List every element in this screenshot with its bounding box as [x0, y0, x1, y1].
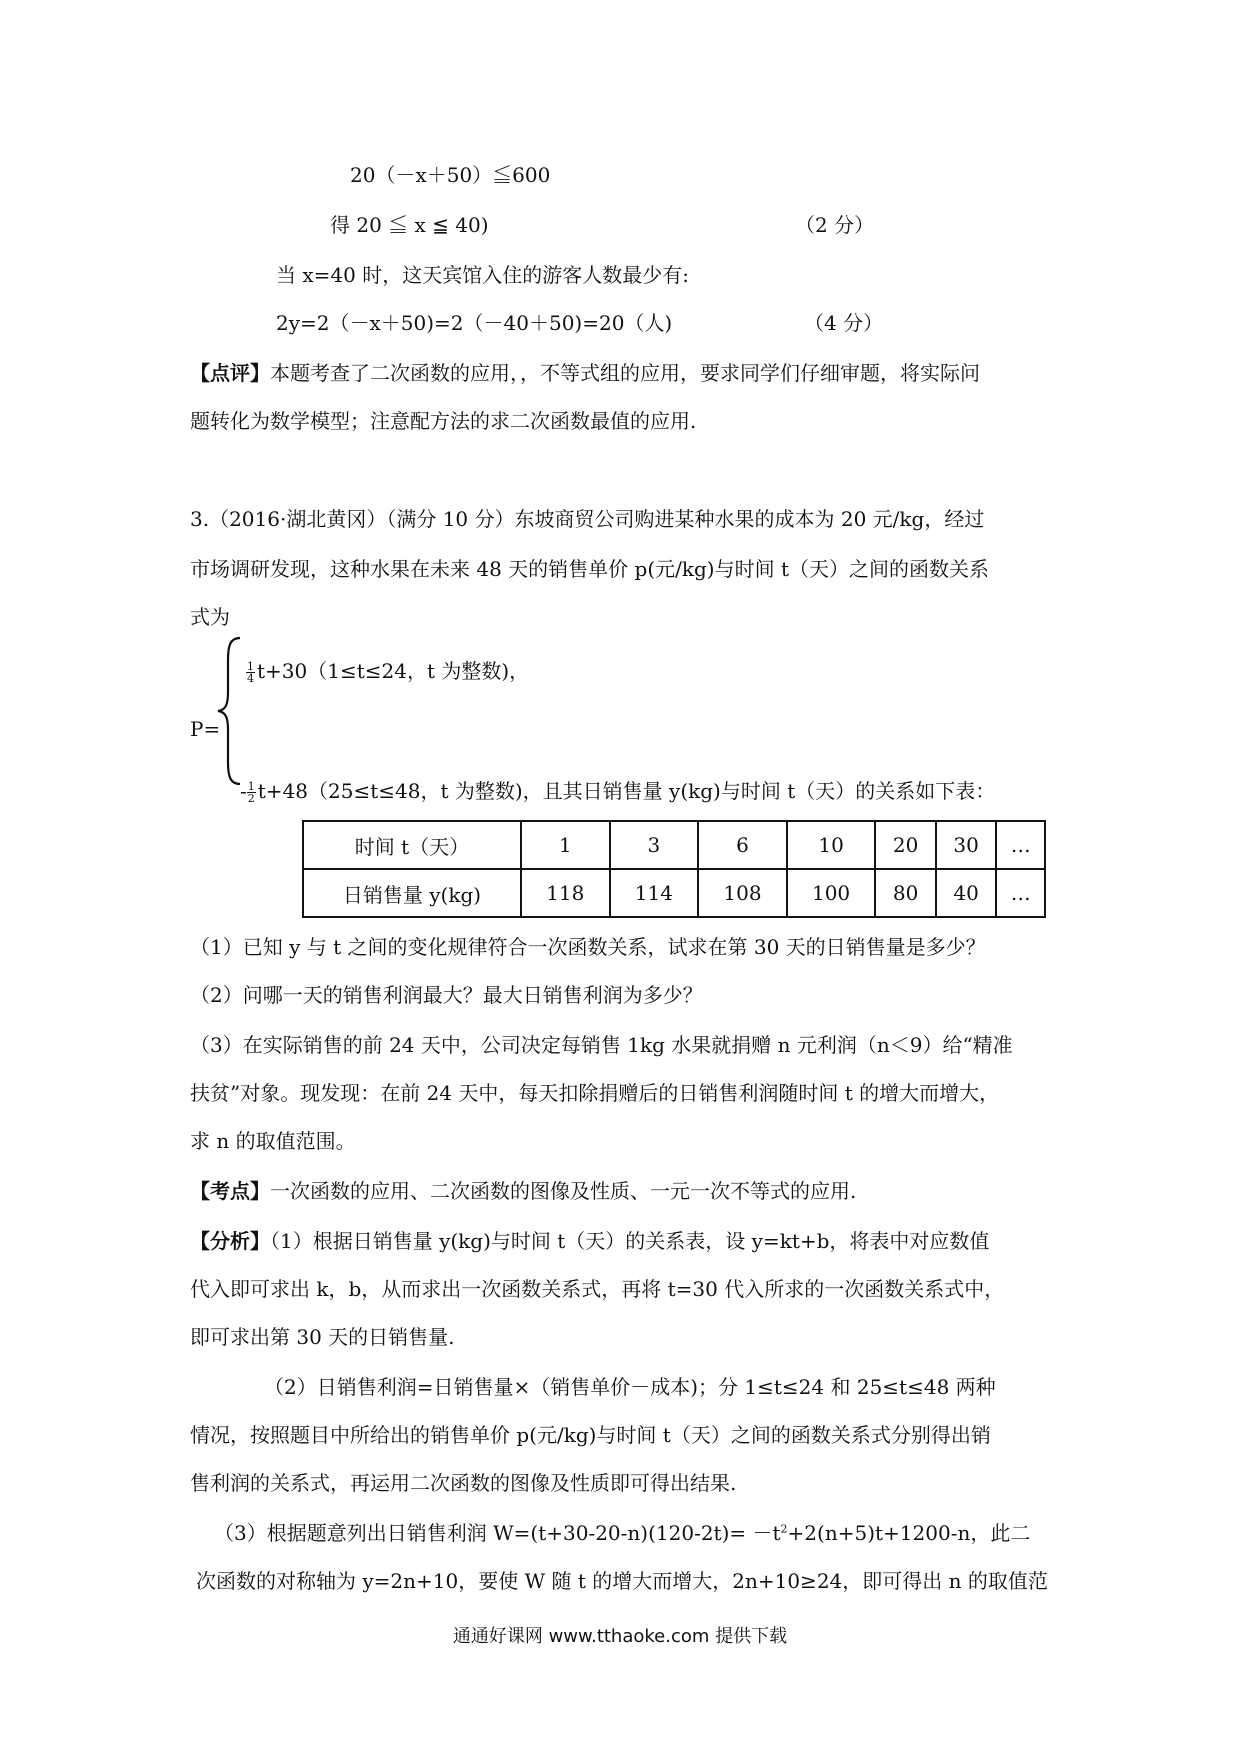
- fraction: $\frac{1}{4}$: [247, 660, 254, 685]
- table-cell: 1: [521, 821, 610, 869]
- table-cell: 40: [936, 869, 997, 917]
- table-cell: 100: [787, 869, 876, 917]
- analysis-line: 售利润的关系式，再运用二次函数的图像及性质即可得出结果.: [190, 1471, 737, 1495]
- analysis-line: 次函数的对称轴为 y=2n+10，要使 W 随 t 的增大而增大，2n+10≥24，即可得出 n 的取值范: [196, 1569, 1048, 1593]
- table-cell: 118: [521, 869, 610, 917]
- analysis-line: （2）日销售利润=日销售量×（销售单价－成本)；分 1≤t≤24 和 25≤t≤48 两种: [264, 1375, 996, 1399]
- question-line: 扶贫”对象。现发现：在前 24 天中，每天扣除捐赠后的日销售利润随时间 t 的增大而增大，: [190, 1081, 1000, 1105]
- analysis-line: （3）根据题意列出日销售利润 $W=(t+30-20-n)(120-2t)= -t^2+2(n+5)t+1200-n$，此二: [214, 1521, 1031, 1545]
- analysis-line: 【分析】（1）根据日销售量 y(kg)与时间 t（天）的关系表，设 y=kt+b，将表中对应数值: [190, 1229, 990, 1253]
- score-label: （4 分）: [804, 311, 884, 335]
- table-header-cell: 时间 t（天）: [303, 821, 521, 869]
- comment-line: [190, 360, 980, 386]
- analysis-line: 代入即可求出 k，b，从而求出一次函数关系式，再将 t=30 代入所求的一次函数关系式中，: [190, 1277, 1005, 1301]
- solution-line: 2y=2（－x＋50)=2（－40＋50)=20（人): [276, 311, 673, 335]
- table-cell: 114: [610, 869, 699, 917]
- table-cell: 108: [698, 869, 787, 917]
- comment-line: 题转化为数学模型；注意配方法的求二次函数最值的应用.: [190, 409, 697, 433]
- question-line: 求 n 的取值范围。: [190, 1129, 356, 1153]
- kaodian-tag: 【考点】: [190, 1179, 270, 1203]
- analysis-line: 即可求出第 30 天的日销售量.: [190, 1325, 455, 1349]
- problem-line: 式为: [190, 605, 230, 629]
- table-cell: 30: [936, 821, 997, 869]
- question-line: （1）已知 y 与 t 之间的变化规律符合一次函数关系，试求在第 30 天的日销售量是多少？: [190, 935, 986, 959]
- analysis-line: 情况，按照题目中所给出的销售单价 p(元/kg)与时间 t（天）之间的函数关系式分别得出销: [190, 1423, 991, 1447]
- table-cell: 10: [787, 821, 876, 869]
- table-cell: …: [996, 821, 1045, 869]
- left-brace: [216, 636, 244, 786]
- piecewise-case-2: - $\frac{1}{2}$ t+48（25≤t≤48，t 为整数)，且其日销售量 y(kg)与时间 t（天）的关系如下表：: [240, 779, 996, 805]
- problem-line: 3.（2016·湖北黄冈）（满分 10 分）东坡商贸公司购进某种水果的成本为 20 元/kg，经过: [190, 507, 985, 531]
- solution-line: 20（－x＋50）≦600: [350, 163, 551, 187]
- table-cell: 6: [698, 821, 787, 869]
- problem-line: 市场调研发现，这种水果在未来 48 天的销售单价 p(元/kg)与时间 t（天）之间的函数关系: [190, 557, 989, 581]
- comment-text: 本题考查了二次函数的应用，，不等式组的应用，要求同学们仔细审题，将实际问: [270, 361, 980, 385]
- score-label: （2 分）: [795, 213, 875, 237]
- table-cell: 20: [875, 821, 936, 869]
- table-row: [303, 821, 1045, 869]
- comment-tag: 【点评】: [190, 361, 270, 385]
- solution-line: 得 20 ≦ x ≦ 40): [330, 213, 489, 237]
- table-cell: 3: [610, 821, 699, 869]
- question-line: （2）问哪一天的销售利润最大？最大日销售利润为多少？: [190, 983, 703, 1007]
- table-cell: …: [996, 869, 1045, 917]
- analysis-tag: 【分析】: [190, 1229, 270, 1253]
- question-line: （3）在实际销售的前 24 天中，公司决定每销售 1kg 水果就捐赠 n 元利润（n＜9）给“精准: [190, 1033, 1013, 1057]
- table-row: [303, 869, 1045, 917]
- table-header-cell: 日销售量 y(kg): [303, 869, 521, 917]
- p-label: P=: [190, 717, 221, 741]
- fraction: $\frac{1}{2}$: [247, 780, 255, 805]
- piecewise-case-1: $\frac{1}{4}$ t+30（1≤t≤24，t 为整数)，: [247, 659, 530, 685]
- table-cell: 80: [875, 869, 936, 917]
- page-footer: 通通好课网 www.tthaoke.com 提供下载: [452, 1626, 788, 1647]
- kaodian-line: 【考点】一次函数的应用、二次函数的图像及性质、一元一次不等式的应用.: [190, 1179, 857, 1203]
- solution-line: 当 x=40 时，这天宾馆入住的游客人数最少有:: [276, 263, 689, 287]
- sales-table: [302, 820, 1046, 918]
